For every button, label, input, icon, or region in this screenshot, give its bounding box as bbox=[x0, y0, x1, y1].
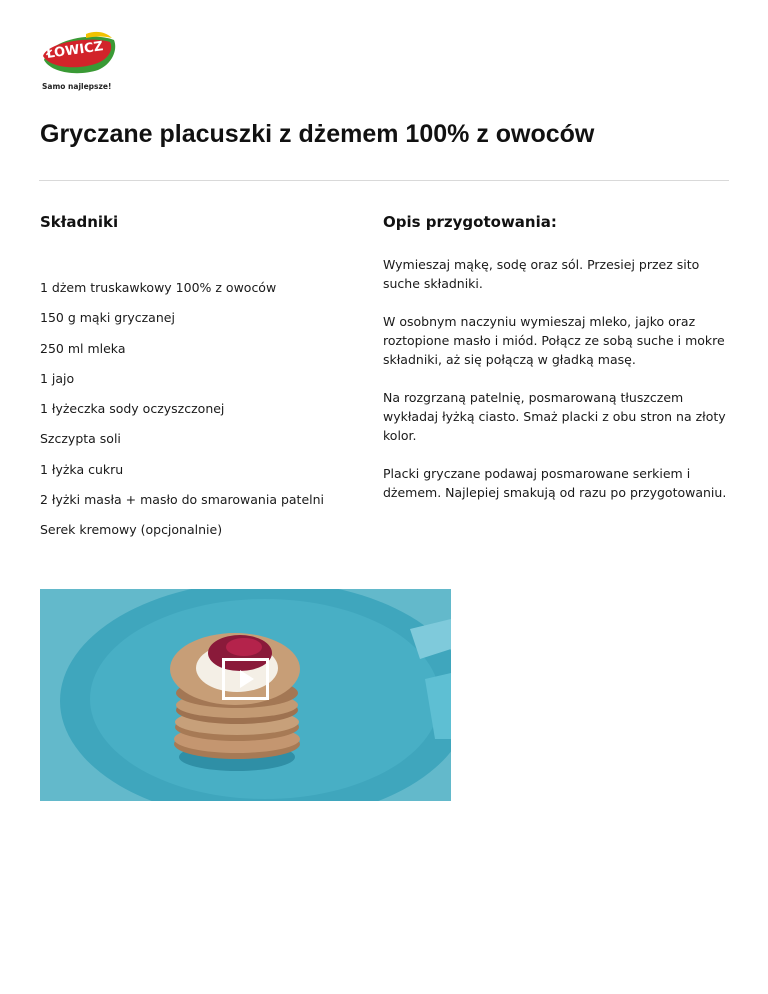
ingredient-item: 2 łyżki masła + masło do smarowania patelni bbox=[40, 492, 325, 508]
step-paragraph: Wymieszaj mąkę, sodę oraz sól. Przesiej przez sito suche składniki. bbox=[383, 257, 700, 291]
brand-tagline: Samo najlepsze! bbox=[42, 82, 112, 91]
play-icon bbox=[240, 670, 254, 688]
ingredient-item: 150 g mąki gryczanej bbox=[40, 310, 175, 326]
ingredient-item: 1 łyżka cukru bbox=[40, 461, 124, 477]
lowicz-logo-icon bbox=[40, 30, 122, 80]
ingredient-item: 250 ml mleka bbox=[40, 340, 126, 356]
ingredients-heading: Składniki bbox=[40, 213, 119, 231]
step-paragraph: W osobnym naczyniu wymieszaj mleko, jajko oraz roztopione masło i miód. Połącz ze sobą suche i mokre składniki, aż się połączą w gładką masę. bbox=[383, 314, 725, 367]
ingredient-item: 1 dżem truskawkowy 100% z owoców bbox=[40, 280, 277, 295]
recipe-video[interactable] bbox=[40, 589, 451, 801]
svg-text:ŁOWICZ: ŁOWICZ bbox=[45, 39, 105, 62]
step-paragraph: Placki gryczane podawaj posmarowane serkiem i dżemem. Najlepiej smakują od razu po przygotowaniu. bbox=[383, 466, 727, 500]
ingredient-item: 1 jajo bbox=[40, 370, 75, 386]
ingredient-item: Serek kremowy (opcjonalnie) bbox=[40, 522, 223, 538]
recipe-title: Gryczane placuszki z dżemem 100% z owoców bbox=[40, 120, 595, 148]
video-play-button[interactable] bbox=[222, 658, 269, 700]
steps-list bbox=[383, 255, 728, 521]
ingredient-item: 1 łyżeczka sody oczyszczonej bbox=[40, 401, 225, 417]
step-paragraph: Na rozgrzaną patelnię, posmarowaną tłuszczem wykładaj łyżką ciasto. Smaż placki z obu stron na złoty kolor. bbox=[383, 390, 726, 443]
ingredient-item: Szczypta soli bbox=[40, 431, 121, 447]
steps-heading: Opis przygotowania: bbox=[383, 213, 557, 231]
ingredients-list bbox=[40, 279, 360, 552]
title-divider bbox=[39, 180, 729, 181]
